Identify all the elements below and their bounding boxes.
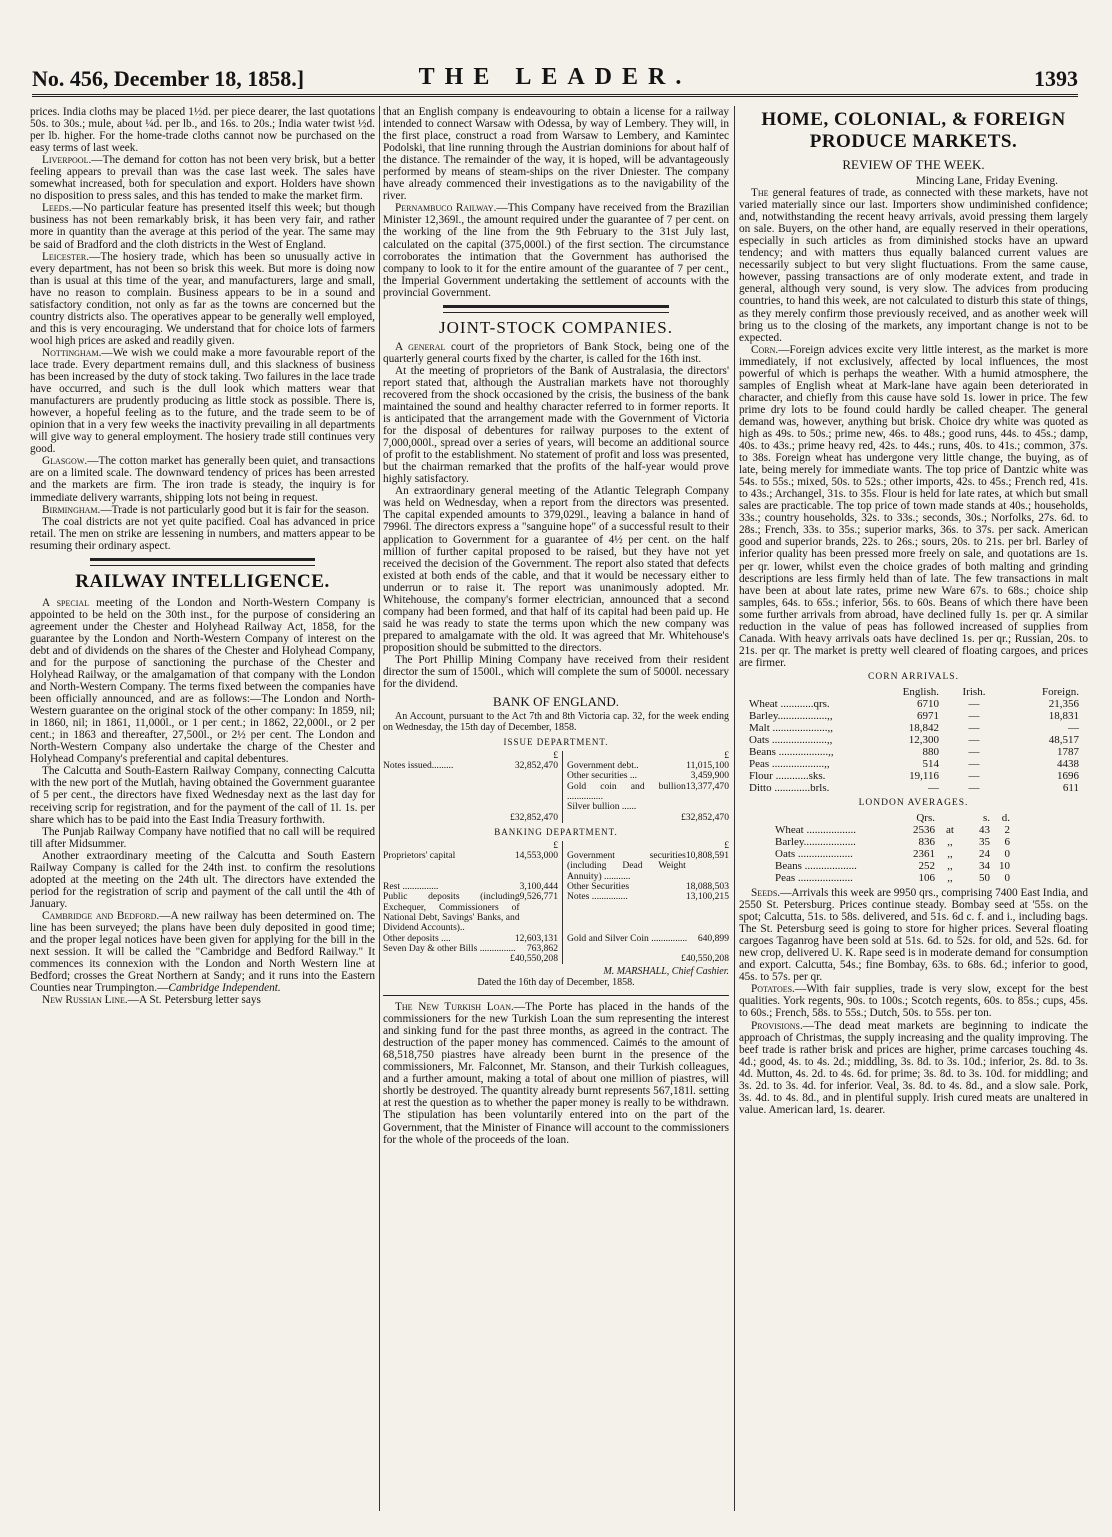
table-row [383, 802, 729, 812]
row-value: £32,852,470 [681, 811, 729, 823]
table-row [383, 761, 729, 771]
liabilities-cell [383, 892, 563, 933]
table-cell: Barley..................,, [749, 709, 833, 722]
row-value: £ [553, 839, 558, 851]
corn-arrivals-table [749, 686, 1088, 794]
row-label: Government securities (including Dead Weight Annuity) ........... [567, 850, 686, 882]
table-cell: 1787 [1057, 745, 1079, 758]
row-label: Government debt.. [567, 760, 639, 772]
issue-department-table [383, 751, 729, 823]
liabilities-cell [383, 761, 563, 771]
table-cell: — [968, 733, 980, 746]
cashier-signature: M. MARSHALL, Chief Cashier. [603, 966, 729, 978]
table-cell: 50 [979, 872, 990, 885]
paragraph: Corn.—Foreign advices excite very little interest, as the market is more immediately, if not exclusively, affected by local influences, the most powerful of which is perhaps the weather. With a humid atmosphere, the samples of English wheat at Mark-lane have again been deteriorated in character, and chiefly from this cause have sold 1s. lower in price. The few prime dry lots to be found could hardly be called cheaper. The general demand was, however, anything but brisk. Choice dry white was quoted as high as 49s. to 50s.; prime new, 46s. to 48s.; good runs, 44s. to 45s.; damp, 40s. to 43s.; prime heavy red, 42s. to 44s.; runs, 40s. to 41s.; common, 37s. to 38s. Foreign wheat has undergone very little change, the buying, as of late, being merely for immediate wants. The top price of Dantzic white was 54s. to 55s.; mixed, 50s. to 52s.; other imports, 42s. to 45s.; French red, 41s. to 43s.; Archangel, 31s. to 35s. Flour is held for late rates, at which but small sales are practicable. The top price of town made stands at 40s.; households, 33s.; country households, 32s. to 33s.; seconds, 30s.; Norfolks, 27s. 6d. to 28s.; French, 33s. to 35s.; superior marks, 36s. to 37s. per sack. American good and superior brands, 22s. to 26s.; sours, 20s. to 21s. per brl. Barley of inferior quality has been pressed more freely on sale, and quotations are 1s. per qr. lower, whilst even the choice grades of both malting and grinding descriptions are less firmly held than of late. The few transactions in malt have been at about late rates, prime new Ware 67s. to 68s.; choice ship samples, 64s. to 65s.; inferior, 56s. to 60s. Beans of which there have been some further arrivals from abroad, have declined fully 1s. per qr. A similar reduction in the value of peas has followed increased of supplies from Canada. With heavy arrivals oats have declined 1s. per qr.; Russian, 20s. to 21s. per qr. The market is pretty well cleared of floating cargoes, and prices are firmer. [739, 343, 1088, 669]
masthead: THE LEADER. [418, 64, 692, 90]
row-label: Notes issued......... [383, 760, 454, 772]
row-label: Other Securities [567, 881, 630, 893]
table-cell: 880 [922, 745, 939, 758]
table-cell: Malt ....................,, [749, 721, 834, 734]
assets-cell [563, 892, 729, 933]
row-value: 640,899 [697, 932, 729, 944]
row-value: £40,550,208 [681, 953, 729, 965]
london-averages-title: LONDON AVERAGES. [858, 797, 969, 808]
row-value: 18,088,503 [685, 881, 729, 893]
london-averages-table [749, 812, 1088, 884]
column-divider [734, 106, 735, 1511]
table-cell: 106 [918, 872, 935, 885]
table-cell: 2 [1004, 824, 1010, 837]
table-row [775, 860, 1088, 872]
table-cell: — [968, 721, 980, 734]
row-label: Public deposits (including Exchequer, Commissioners of National Debt, Savings' Banks, and Dividend Accounts).. [383, 891, 520, 934]
table-cell: 24 [979, 848, 990, 861]
banking-department-heading: BANKING DEPARTMENT. [494, 826, 618, 837]
section-rule [90, 558, 315, 566]
table-row [749, 746, 1088, 758]
table-cell: 2536 [913, 824, 935, 837]
liabilities-cell [383, 954, 563, 964]
table-row [383, 892, 729, 933]
table-cell: — [968, 781, 980, 794]
table-cell: Beans ..................,, [749, 745, 834, 758]
paragraph: prices. India cloths may be placed 1½d. per piece dearer, the last quotations 50s. to 30s.; mule, about ¼d. per lb., and 16s. to 20s.; India water twist ½d. per lb. higher. For the home-trade cloths cannot now be purchased on the easy terms of last week. [30, 106, 375, 155]
table-row [775, 848, 1088, 860]
issue-number: No. 456, December 18, 1858.] [32, 66, 305, 91]
table-cell: — [968, 697, 980, 710]
row-value: £ [724, 749, 729, 761]
assets-cell [563, 802, 729, 812]
table-row [749, 782, 1088, 794]
issue-department-heading: ISSUE DEPARTMENT. [503, 736, 609, 747]
paragraph: Potatoes.—With fair supplies, trade is very slow, except for the best qualities. York regents, 90s. to 100s.; Scotch regents, 60s. to 85s.; cups, 45s. to 60s.; French, 58s. to 55s.; Dutch, 50s. to 55s. per ton. [739, 983, 1088, 1020]
table-cell: 6 [1004, 836, 1010, 849]
column-divider [379, 106, 380, 1511]
table-cell: at [946, 824, 954, 837]
paragraph: The Punjab Railway Company have notified that no call will be required till after Midsummer. [30, 825, 375, 850]
row-label: Notes ............... [567, 891, 628, 903]
paragraph: The general features of trade, as connected with these markets, have not varied materially since our last. Importers show undiminished confidence; and, notwithstanding the recent heavy arrivals, avoid pressing them largely on sale. Buyers, on the other hand, are equally reserved in their operations, especially in such articles as from diminished stocks have an upward tendency; and with matters thus equally balanced current values are necessarily subject to but very slight fluctuations. From the same cause, however, passing transactions are of only moderate extent, and trade in general, although very sound, is very slow. The advices from producing countries, to hand this week, are not calculated to disturb this state of things, as they merely confirm those previously received, and as another week will bring us to the closing of the markets, any important change is not to be expected. [739, 187, 1088, 344]
table-cell: Ditto .............brls. [749, 781, 830, 794]
assets-cell [563, 851, 729, 882]
row-value: 3,100,444 [519, 881, 558, 893]
table-cell: 2361 [913, 848, 935, 861]
paragraph: Leeds.—No particular feature has presented itself this week; but though business has not been remarkably brisk, it has been very fair, and rather more in quantity than the average at this period of the year. The same may be said of Bradford and the cloth districts in the West of England. [30, 202, 375, 251]
table-cell: 1696 [1057, 769, 1079, 782]
table-cell: Barley................... [775, 836, 856, 849]
bank-title: BANK OF ENGLAND. [492, 694, 620, 710]
table-row [749, 698, 1088, 710]
table-row [749, 710, 1088, 722]
row-label: Gold coin and bullion ............... [567, 780, 686, 802]
paragraph: An Account, pursuant to the Act 7th and 8th Victoria cap. 32, for the week ending on Wednesday, the 15th day of December, 1858. [383, 711, 729, 733]
table-row [383, 782, 729, 803]
table-cell: 35 [979, 836, 990, 849]
table-row [775, 872, 1088, 884]
row-value: £ [553, 749, 558, 761]
produce-markets-title: HOME, COLONIAL, & FOREIGN PRODUCE MARKETS. [761, 109, 1066, 152]
liabilities-cell [383, 802, 563, 812]
table-cell: ,, [947, 872, 953, 885]
row-value: 763,862 [526, 942, 558, 954]
table-cell: — [968, 745, 980, 758]
paragraph: At the meeting of proprietors of the Bank of Australasia, the directors' report stated that, although the Australian markets have not thoroughly recovered from the shock occasioned by the crisis, the business of the bank maintained the sound and healthy character referred to in former reports. It is anticipated that the arrangement made with the Government of Victoria for the disposal of debentures for railway purposes to the extent of 7,000,000l., spread over a series of years, will become an additional source of profit to the establishment. No statement of profit and loss was presented, but the chairman remarked that the profits of the half-year would prove highly satisfactory. [383, 364, 729, 486]
row-label: Other deposits .... [383, 932, 451, 944]
assets-cell [563, 954, 729, 964]
banking-department-table [383, 841, 729, 965]
paragraph: Leicester.—The hosiery trade, which has been so unusually active in every department, has not been so brisk this week. But more is doing now than is usual at this time of the year, and manufacturers, large and small, have no reason to complain. Business appears to be in a sound and satisfactory condition, not only as far as the towns are concerned but the country districts also. The operatives appear to be generally well employed, and this is very encouraging. We understand that for choice lots of farmers wool high prices are asked and readily given. [30, 250, 375, 347]
paragraph: Pernambuco Railway.—This Company have received from the Brazilian Minister 12,369l., the amount required under the guarantee of 7 per cent. on the working of the line from the 9th February to the 31st July last, calculated on the capital (375,000l.) of the first section. The circumstance corroborates the intimation that the Government has authorised the company to look to it for the entire amount of the guarantee of 7 per cent., the Imperial Government undertaking the settlement of accounts with the provincial Government. [383, 202, 729, 299]
table-row [749, 722, 1088, 734]
row-value: 32,852,470 [514, 760, 558, 772]
table-cell: — [968, 757, 980, 770]
table-cell: Oats ....................,, [749, 733, 833, 746]
table-cell: English. [902, 685, 939, 698]
row-value: 9,526,771 [519, 891, 558, 903]
table-cell: 21,356 [1048, 697, 1079, 710]
page-number: 1393 [1034, 66, 1078, 91]
table-cell: 43 [979, 824, 990, 837]
table-cell [749, 686, 869, 698]
table-cell [775, 812, 895, 824]
row-value: £32,852,470 [510, 811, 558, 823]
table-row [775, 836, 1088, 848]
table-cell: — [928, 781, 939, 794]
table-row [775, 824, 1088, 836]
paragraph: A special meeting of the London and North-Western Company is appointed to be held on the 30th inst., for the purpose of considering an agreement under the Chester and Holyhead Railway Act, 1858, for the guarantee by the London and North-Western Company of interest on the debt and of dividends on the shares of the Chester and Holyhead Company, and for the purpose of sanctioning the purchase of the Chester and Holyhead Railway, or the amalgamation of that company with the London and North-Western Company. The terms fixed between the companies have been officially announced, and are as follows:—The London and North-Western guarantee on the original stock of the other company: In 1859, nil; in 1860, nil; in 1861, 11,000l., or 1 per cent.; in 1862, 22,000l., or 2 per cent.; in 1863 and thereafter, 27,500l., or 2½ per cent. The London and North-Western Company also undertake the charge of the Chester and Holyhead Company's preferential and capital debentures. [30, 596, 375, 766]
table-cell: Peas .................... [775, 872, 853, 885]
paragraph: The New Turkish Loan.—The Porte has placed in the hands of the commissioners for the new Turkish Loan the sum representing the interest and sinking fund for the past three months, as agreed in the contract. The destruction of the paper money has commenced. Caimés to the amount of 68,518,750 piastres have already been burnt in the presence of the commissioners, Mr. Falconnet, Mr. Stanson, and their Turkish colleagues, and a further amount, making a total of about one million of piastres, will shortly be destroyed. The quantity already burnt represents 567,181l. setting at rest the question as to whether the paper money is really to be withdrawn. The stipulation has been voluntarily entered into on the part of the Government, that the Minister of Finance will account to the commissioners for the whole of the proceeds of the loan. [383, 1001, 729, 1146]
table-cell: 4438 [1057, 757, 1079, 770]
table-cell: Flour ............sks. [749, 769, 826, 782]
table-cell: s. [982, 812, 990, 825]
paragraph: Cambridge and Bedford.—A new railway has been determined on. The line has been surveyed; the plans have been duly deposited in good time; and the proper legal notices have been given for applying for the bill in the next session. It will be called the "Cambridge and Bedford Railway." It commences its connexion with the London and North Western line at Bedford; crosses the Great Northern at Sandy; and it runs into the Eastern Counties near Trumpington.—Cambridge Independent. [30, 909, 375, 995]
table-cell: 10 [999, 860, 1010, 873]
paragraph: A general court of the proprietors of Bank Stock, being one of the quarterly general courts fixed by the charter, is called for the 16th inst. [383, 340, 729, 365]
table-cell: 18,842 [908, 721, 939, 734]
row-value: 13,377,470 [685, 780, 729, 792]
table-cell: 252 [918, 860, 935, 873]
table-cell: 836 [918, 836, 935, 849]
table-row [383, 851, 729, 882]
table-cell: — [968, 769, 980, 782]
table-row [775, 812, 1088, 824]
table-cell: — [1068, 721, 1079, 734]
table-row [749, 758, 1088, 770]
table-cell: 34 [979, 860, 990, 873]
table-cell: Wheat .................. [775, 824, 856, 837]
row-value: 14,553,000 [514, 850, 558, 862]
review-title: REVIEW OF THE WEEK. [842, 157, 985, 172]
table-row [749, 734, 1088, 746]
row-label: Gold and Silver Coin ............... [567, 932, 688, 944]
paragraph: The Calcutta and South-Eastern Railway Company, connecting Calcutta with the new port of the Mutlah, having obtained the Government guarantee of 5 per cent., the directors have fixed Wednesday next as the last day for receiving scrip for registration, and for the payment of the call of 1l. 1s. per share which has to be paid into the East India Treasury forthwith. [30, 765, 375, 826]
table-cell: 514 [922, 757, 939, 770]
assets-cell [563, 934, 729, 944]
table-cell: Qrs. [916, 812, 935, 825]
table-row [749, 686, 1088, 698]
assets-cell [563, 813, 729, 823]
row-label: Other securities ... [567, 770, 638, 782]
row-label: Rest ............... [383, 881, 439, 893]
paragraph: Provisions.—The dead meat markets are beginning to indicate the approach of Christmas, the supply increasing and the quality improving. The beef trade is rather brisk and prices are higher, prime carcases touching 4s. 4d.; good, 4s. to 4s. 2d.; middling, 3s. 8d. to 3s. 10d.; inferior, 2s. 8d. to 3s. 4d. Mutton, 4s. 2d. to 4s. 6d. for prime; 3s. 8d. to 3s. 10d. for middling; and 3s. 2d. to 3s. 4d. for inferior. Veal, 3s. 8d. to 4s. 8d., and a slow sale. Pork, 3s. 4d. to 4s. 8d., and in plentiful supply. Irish cured meats are unaltered in value. American lard, 1s. dearer. [739, 1019, 1088, 1116]
section-rule [383, 995, 729, 996]
paragraph: that an English company is endeavouring to obtain a license for a railway intended to connect Warsaw with Odessa, by way of Lembery. They will, in the first place, construct a road from Warsaw to Lembery, and Kamintec Podolski, that line running through the Austrian dominions for about half of the distance. The remainder of the way, it is hoped, will be advantageously performed by means of steam-ships on the river Dniester. The company have already commenced their investigations as to the navigability of the river. [383, 106, 729, 203]
column-3 [739, 106, 1088, 1511]
railway-section-title: RAILWAY INTELLIGENCE. [75, 570, 330, 592]
row-label: Silver bullion ...... [567, 801, 637, 813]
assets-cell [563, 782, 729, 803]
table-row [749, 770, 1088, 782]
table-cell: Oats .................... [775, 848, 853, 861]
column-2 [383, 106, 729, 1511]
dateline: Mincing Lane, Friday Evening. [915, 175, 1058, 187]
table-cell: 6710 [917, 697, 939, 710]
liabilities-cell [383, 813, 563, 823]
row-value: 10,808,591 [685, 850, 729, 862]
paragraph: New Russian Line.—A St. Petersburg letter says [42, 994, 261, 1007]
row-value: 11,015,100 [686, 760, 729, 772]
table-cell: 611 [1062, 781, 1079, 794]
liabilities-cell [383, 771, 563, 781]
table-cell: ,, [947, 836, 953, 849]
table-cell: ,, [947, 848, 953, 861]
paragraph: Liverpool.—The demand for cotton has not been very brisk, but a better feeling appears to prevail than was the case last week. The sales have somewhat increased, both for speculation and export. Holders have shown no disposition to press sales, and this has tended to make the market firm. [30, 154, 375, 203]
joint-stock-title: JOINT-STOCK COMPANIES. [439, 317, 673, 337]
row-value: 13,100,215 [685, 891, 729, 903]
table-cell: Wheat ............qrs. [749, 697, 830, 710]
liabilities-cell [383, 782, 563, 803]
table-cell: — [968, 709, 980, 722]
paragraph: Seeds.—Arrivals this week are 9950 qrs., comprising 7400 East India, and 2550 St. Petersburg. Prices continue steady. Bombay seed at '55s. on the spot; Calcutta, 51s. to 58s. delivered, and 51s. 6d c. f. and i., including bags. The St. Petersburg seed is going to store for higher prices. Several floating cargoes Taganrog have been sold at 51s. 6d. to 52s. for old, and 52s. 6d. for new crop, delivered U. K. Rape seed is in moderate demand for consumption and export. Calcutta, 54s.; fine Bombay, 63s. to 68s. 6d.; inferior to good, 45s. to 57s. per qr. [739, 887, 1088, 984]
paragraph: Glasgow.—The cotton market has generally been quiet, and transactions are on a limited scale. The downward tendency of prices has been arrested and the markets are firm. The iron trade is steady, the inquiry is for immediate delivery warrants, shipping lots not being in request. [30, 455, 375, 504]
table-cell: 12,300 [908, 733, 939, 746]
paragraph: An extraordinary general meeting of the Atlantic Telegraph Company was held on Wednesday, when a report from the directors was presented. The capital expended amounts to 379,029l., leaving a balance in hand of 7996l. The directors express a "sanguine hope" of a successful result to their application to Government for a guarantee of 4½ per cent. on the half million of further capital proposed to be raised, but they have not yet received the decision of the Government. The report also stated that defects existed at both ends of the cable, and that it would be necessary either to underrun or to raise it. The report was unanimously adopted. Mr. Whitehouse, the company's former electrician, announced that a second company had been formed, and that half of its capital had been paid up. He said he was ready to state the terms upon which the new company was prepared to amalgamate with the old. It was agreed that Mr. Whitehouse's proposition should be submitted to the directors. [383, 485, 729, 654]
row-value: 12,603,131 [514, 932, 558, 944]
paragraph: The coal districts are not yet quite pacified. Coal has advanced in price retail. The men on strike are lessening in numbers, and matters appear to be resuming their ordinary aspect. [30, 515, 375, 552]
table-cell: Beans ................... [775, 860, 857, 873]
bank-date: Dated the 16th day of December, 1858. [477, 977, 635, 989]
table-cell: d. [1001, 812, 1010, 825]
paragraph: Another extraordinary meeting of the Calcutta and South Eastern Railway Company is called for the 24th inst. to confirm the resolutions adopted at the meeting on the 24th ult. The directors have extended the period for the registration of scrip and payment of the call until the 4th of January. [30, 849, 375, 910]
table-cell: 0 [1004, 872, 1010, 885]
table-cell [935, 812, 965, 824]
row-value: £ [724, 839, 729, 851]
row-label: Seven Day & other Bills ............... [383, 942, 516, 954]
table-cell: 18,831 [1048, 709, 1079, 722]
section-rule [443, 305, 669, 313]
table-cell: Foreign. [1042, 685, 1079, 698]
corn-arrivals-title: CORN ARRIVALS. [868, 671, 959, 682]
row-label: Proprietors' capital [383, 850, 456, 862]
paragraph: Nottingham.—We wish we could make a more favourable report of the lace trade. Every department remains dull, and this slackness of business has been increased by the duty of stock taking. Two failures in the lace trade have occurred, and such is the dull look which matters wear that manufacturers are prudently producing as little stock as possible. There is, however, a hopeful feeling as to the future, and the trade seem to be of opinion that in a very few weeks the inactivity prevailing in all departments will give way to general employment. The hosiery trade still continues very good. [30, 346, 375, 456]
table-row [383, 954, 729, 964]
paragraph: The Port Phillip Mining Company have received from their resident director the sum of 1500l., which will complete the sum of 5000l. necessary for the dividend. [383, 653, 729, 691]
liabilities-cell [383, 851, 563, 882]
table-cell: 19,116 [909, 769, 939, 782]
table-row [383, 813, 729, 823]
table-cell: 6971 [917, 709, 939, 722]
table-cell: 0 [1004, 848, 1010, 861]
row-value: 3,459,900 [690, 770, 729, 782]
page-header [32, 64, 1078, 97]
table-cell: ,, [947, 860, 953, 873]
table-cell: Peas ...................,, [749, 757, 830, 770]
table-cell: 48,517 [1048, 733, 1079, 746]
table-cell: Irish. [962, 685, 986, 698]
column-1 [30, 106, 375, 1511]
paragraph: Birmingham.—Trade is not particularly good but it is fair for the season. [42, 503, 370, 516]
row-value: £40,550,208 [510, 953, 558, 965]
